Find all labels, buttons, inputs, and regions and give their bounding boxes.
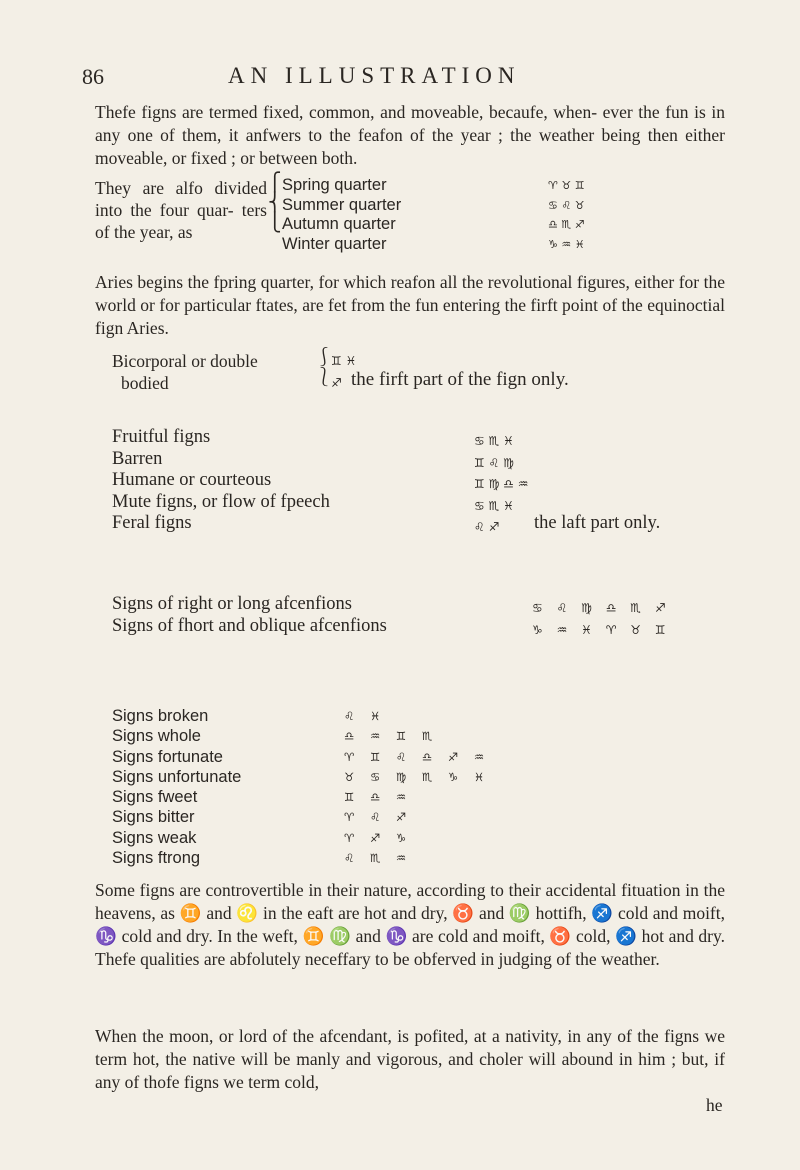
quarter-name: Autumn quarter [282,215,396,233]
list-item [112,470,732,492]
quarter-name: Summer quarter [282,195,402,214]
class-note: the laft part only. [534,513,661,533]
class-label: Feral figns [112,513,192,533]
list-item [112,616,732,638]
quality-label: Signs unfortunate [112,767,242,786]
quarter-signs: ♋ ♌ ♉ [548,198,585,212]
ascensions-list [112,594,732,637]
quarter-signs-list [548,176,585,254]
page-number: 86 [82,64,104,89]
paragraph-controvertible [95,879,725,971]
bicorporal-note: the firft part of the fign only. [351,369,569,390]
list-item [112,787,612,807]
paragraph-aries [95,271,725,340]
bicorporal-label-2: bodied [121,373,169,393]
quarter-name: Winter quarter [282,234,387,253]
list-item [112,828,612,848]
quality-signs: ♈ ♐ ♑ [344,830,413,845]
quarter-names-list [282,176,401,254]
quality-signs: ♌ ♓ [344,709,387,723]
ascension-signs: ♑ ♒ ♓ ♈ ♉ ♊ [532,622,671,637]
list-item [112,427,732,449]
quarter-signs: ♈ ♉ ♊ [548,179,585,192]
list-item [112,706,612,726]
list-item [112,747,612,767]
sign-classes-list [112,427,732,535]
class-signs: ♋ ♏ ♓ [474,498,514,513]
quality-signs: ♊ ♎ ♒ [344,790,413,805]
bicorporal-label-1: Bicorporal or double [112,351,258,371]
quarter-name: Spring quarter [282,176,387,194]
class-signs: ♋ ♏ ♓ [474,434,514,448]
quality-signs: ♌ ♏ ♒ [344,851,413,866]
quality-signs: ♎ ♒ ♊ ♏ [344,729,439,744]
class-signs: ♌ ♐ [474,520,500,534]
list-item [112,726,612,746]
list-item [112,449,732,471]
left-brace-icon: ⎰ ⎱ [315,347,333,387]
paragraph-text: Aries begins the fpring quarter, for which reafon all the revolutional figures, either for the world or for particular ftates, are fet from the fun entering the firft point of the equinoctial fign Aries. [95,272,725,338]
class-signs: ♊ ♍ ♎ ♒ [474,477,529,491]
quarters-lead-text: They are alfo divided into the four quar- ters of the year, as [95,178,267,242]
ascension-label: Signs of right or long afcenfions [112,594,352,614]
quality-label: Signs broken [112,707,209,725]
class-signs: ♊ ♌ ♍ [474,455,514,470]
paragraph-text: Some figns are controvertible in their nature, according to their accidental fituation in the heavens, as ♊ and ♌ in the eaft are hot and dry, ♉ and ♍ hottifh, ♐ cold and moift, ♑ cold and dry. In the weft, ♊ ♍ and ♑ are cold and moift, ♉ cold, ♐ hot and dry. Thefe qualities are abfolutely neceffary to be obferved in judging of the weather. [95,880,725,969]
bicorporal-signs-1: ♊ ♓ [331,354,357,368]
ascension-signs: ♋ ♌ ♍ ♎ ♏ ♐ [532,601,671,615]
quality-label: Signs bitter [112,808,195,827]
ascension-label: Signs of fhort and oblique afcenfions [112,615,387,636]
list-item [112,594,732,616]
quality-signs: ♈ ♌ ♐ [344,810,413,825]
quality-label: Signs fweet [112,788,198,807]
quality-label: Signs ftrong [112,849,201,868]
paragraph-fixed-signs [95,101,725,170]
list-item [112,807,612,827]
qualities-list [112,706,612,868]
running-title: AN ILLUSTRATION [228,63,521,88]
class-label: Fruitful figns [112,427,211,447]
paragraph-text: When the moon, or lord of the afcendant, is pofited, at a nativity, in any of the figns we term hot, the native will be manly and vigorous, and choler will abound in him ; but, if any of thofe figns we term cold, [95,1026,725,1092]
paragraph-text: Thefe figns are termed fixed, common, and moveable, becaufe, when- ever the fun is in any one of them, it anfwers to the feafon of the year ; the weather being then either moveable, or fixed ; or between both. [95,102,725,168]
class-label: Barren [112,448,163,469]
quality-signs: ♈ ♊ ♌ ♎ ♐ ♒ [344,749,491,764]
quality-signs: ♉ ♋ ♍ ♏ ♑ ♓ [344,769,491,784]
quarter-signs: ♎ ♏ ♐ [548,218,585,231]
left-brace-icon: ⎧ ⎨ ⎩ [268,172,282,232]
paragraph-moon [95,1025,725,1094]
list-item [112,767,612,787]
quality-label: Signs fortunate [112,747,223,766]
quality-label: Signs weak [112,828,197,847]
quarter-signs: ♑ ♒ ♓ [548,237,585,251]
quality-label: Signs whole [112,727,201,746]
class-label: Humane or courteous [112,470,272,490]
catchword: he [706,1095,723,1115]
list-item [112,513,732,535]
class-label: Mute figns, or flow of fpeech [112,491,330,512]
list-item [112,492,732,514]
bicorporal-signs-2: ♐ [331,376,342,390]
list-item [112,848,612,868]
